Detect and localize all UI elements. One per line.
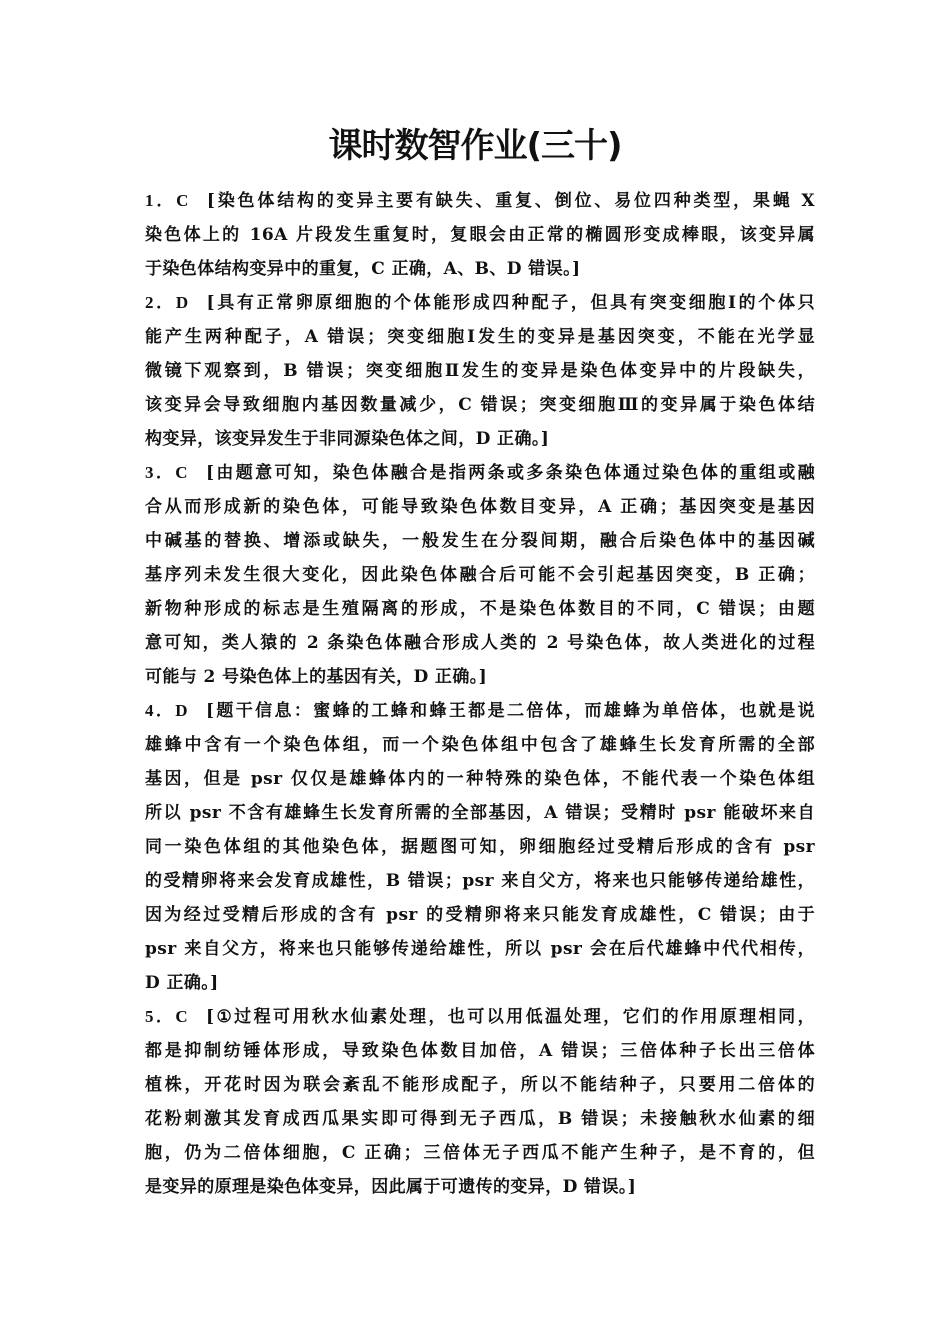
answer-line: 基序列未发生很大变化，因此染色体融合后可能不会引起基因突变，B 正确； xyxy=(145,565,815,585)
answer-item-3 xyxy=(145,456,815,694)
answer-line: 该变异会导致细胞内基因数量减少，C 错误；突变细胞Ⅲ的变异属于染色体结 xyxy=(145,395,815,415)
answer-line: 都是抑制纺锤体形成，导致染色体数目加倍，A 错误；三倍体种子长出三倍体 xyxy=(145,1041,815,1061)
answer-line: 可能与 2 号染色体上的基因有关，D 正确。] xyxy=(145,667,488,687)
explanation-text: [题干信息：蜜蜂的工蜂和蜂王都是二倍体，而雄蜂为单倍体，也就是说 xyxy=(205,701,815,721)
answer-line: 同一染色体组的其他染色体，据题图可知，卵细胞经过受精后形成的含有 psr xyxy=(145,837,815,857)
page-title: 课时数智作业(三十) xyxy=(328,126,622,166)
answer-line: 所以 psr 不含有雄蜂生长发育所需的全部基因，A 错误；受精时 psr 能破坏来自 xyxy=(145,803,815,823)
answer-line: 合从而形成新的染色体，可能导致染色体数目变异，A 正确；基因突变是基因 xyxy=(145,497,815,517)
answer-line xyxy=(145,694,815,728)
explanation-text: [具有正常卵原细胞的个体能形成四种配子，但具有突变细胞Ⅰ的个体只 xyxy=(206,293,815,313)
answer-line: 染色体上的 16A 片段发生重复时，复眼会由正常的椭圆形变成棒眼，该变异属 xyxy=(145,225,815,245)
answer-line: 是变异的原理是染色体变异，因此属于可遗传的变异，D 错误。] xyxy=(145,1177,637,1197)
answer-line xyxy=(145,286,815,320)
answer-line: 微镜下观察到，B 错误；突变细胞Ⅱ发生的变异是染色体变异中的片段缺失， xyxy=(145,361,815,381)
answer-line: 于染色体结构变异中的重复，C 正确，A、B、D 错误。] xyxy=(145,259,581,279)
explanation-text: [由题意可知，染色体融合是指两条或多条染色体通过染色体的重组或融 xyxy=(205,463,815,483)
answer-line: 花粉刺激其发育成西瓜果实即可得到无子西瓜，B 错误；未接触秋水仙素的细 xyxy=(145,1109,815,1129)
answer-item-2 xyxy=(145,286,815,456)
answer-line: 能产生两种配子，A 错误；突变细胞Ⅰ发生的变异是基因突变，不能在光学显 xyxy=(145,327,815,347)
answer-line: 基因，但是 psr 仅仅是雄蜂体内的一种特殊的染色体，不能代表一个染色体组 xyxy=(145,769,815,789)
explanation-text: [①过程可用秋水仙素处理，也可以用低温处理，它们的作用原理相同， xyxy=(206,1007,815,1027)
explanation-text: [染色体结构的变异主要有缺失、重复、倒位、易位四种类型，果蝇 X xyxy=(206,191,815,211)
answer-line: 胞，仍为二倍体细胞，C 正确；三倍体无子西瓜不能产生种子，是不育的，但 xyxy=(145,1143,815,1163)
question-number: 2． xyxy=(145,293,176,312)
answer-choice: C xyxy=(175,463,188,482)
answer-choice: D xyxy=(175,293,189,312)
answer-line: 构变异，该变异发生于非同源染色体之间，D 正确。] xyxy=(145,429,550,449)
answer-line: 因为经过受精后形成的含有 psr 的受精卵将来只能发育成雄性，C 错误；由于 xyxy=(145,905,815,925)
answer-line: 植株，开花时因为联会紊乱不能形成配子，所以不能结种子，只要用二倍体的 xyxy=(145,1075,815,1095)
answer-line: 意可知，类人猿的 2 条染色体融合形成人类的 2 号染色体，故人类进化的过程 xyxy=(145,633,815,653)
answer-line xyxy=(145,184,815,218)
question-number: 3． xyxy=(145,463,176,482)
answer-line: 中碱基的替换、增添或缺失，一般发生在分裂间期，融合后染色体中的基因碱 xyxy=(145,531,815,551)
answer-line: 的受精卵将来会发育成雄性，B 错误；psr 来自父方，将来也只能够传递给雄性， xyxy=(145,871,815,891)
question-number: 1． xyxy=(145,191,177,210)
answer-item-1 xyxy=(145,184,815,286)
answer-item-5 xyxy=(145,1000,815,1204)
answer-line xyxy=(145,456,815,490)
answer-line xyxy=(145,1000,815,1034)
answer-choice: C xyxy=(175,1007,189,1026)
answer-line: 新物种形成的标志是生殖隔离的形成，不是染色体数目的不同，C 错误；由题 xyxy=(145,599,815,619)
answer-line: 雄蜂中含有一个染色体组，而一个染色体组中包含了雄蜂生长发育所需的全部 xyxy=(145,735,815,755)
question-number: 5． xyxy=(145,1007,176,1026)
question-number: 4． xyxy=(145,701,176,720)
answer-list xyxy=(145,184,815,1204)
answer-item-4 xyxy=(145,694,815,1000)
answer-line: psr 来自父方，将来也只能够传递给雄性，所以 psr 会在后代雄蜂中代代相传， xyxy=(145,939,815,959)
answer-line: D 正确。] xyxy=(145,973,219,993)
answer-choice: C xyxy=(176,191,189,210)
answer-choice: D xyxy=(175,701,188,720)
